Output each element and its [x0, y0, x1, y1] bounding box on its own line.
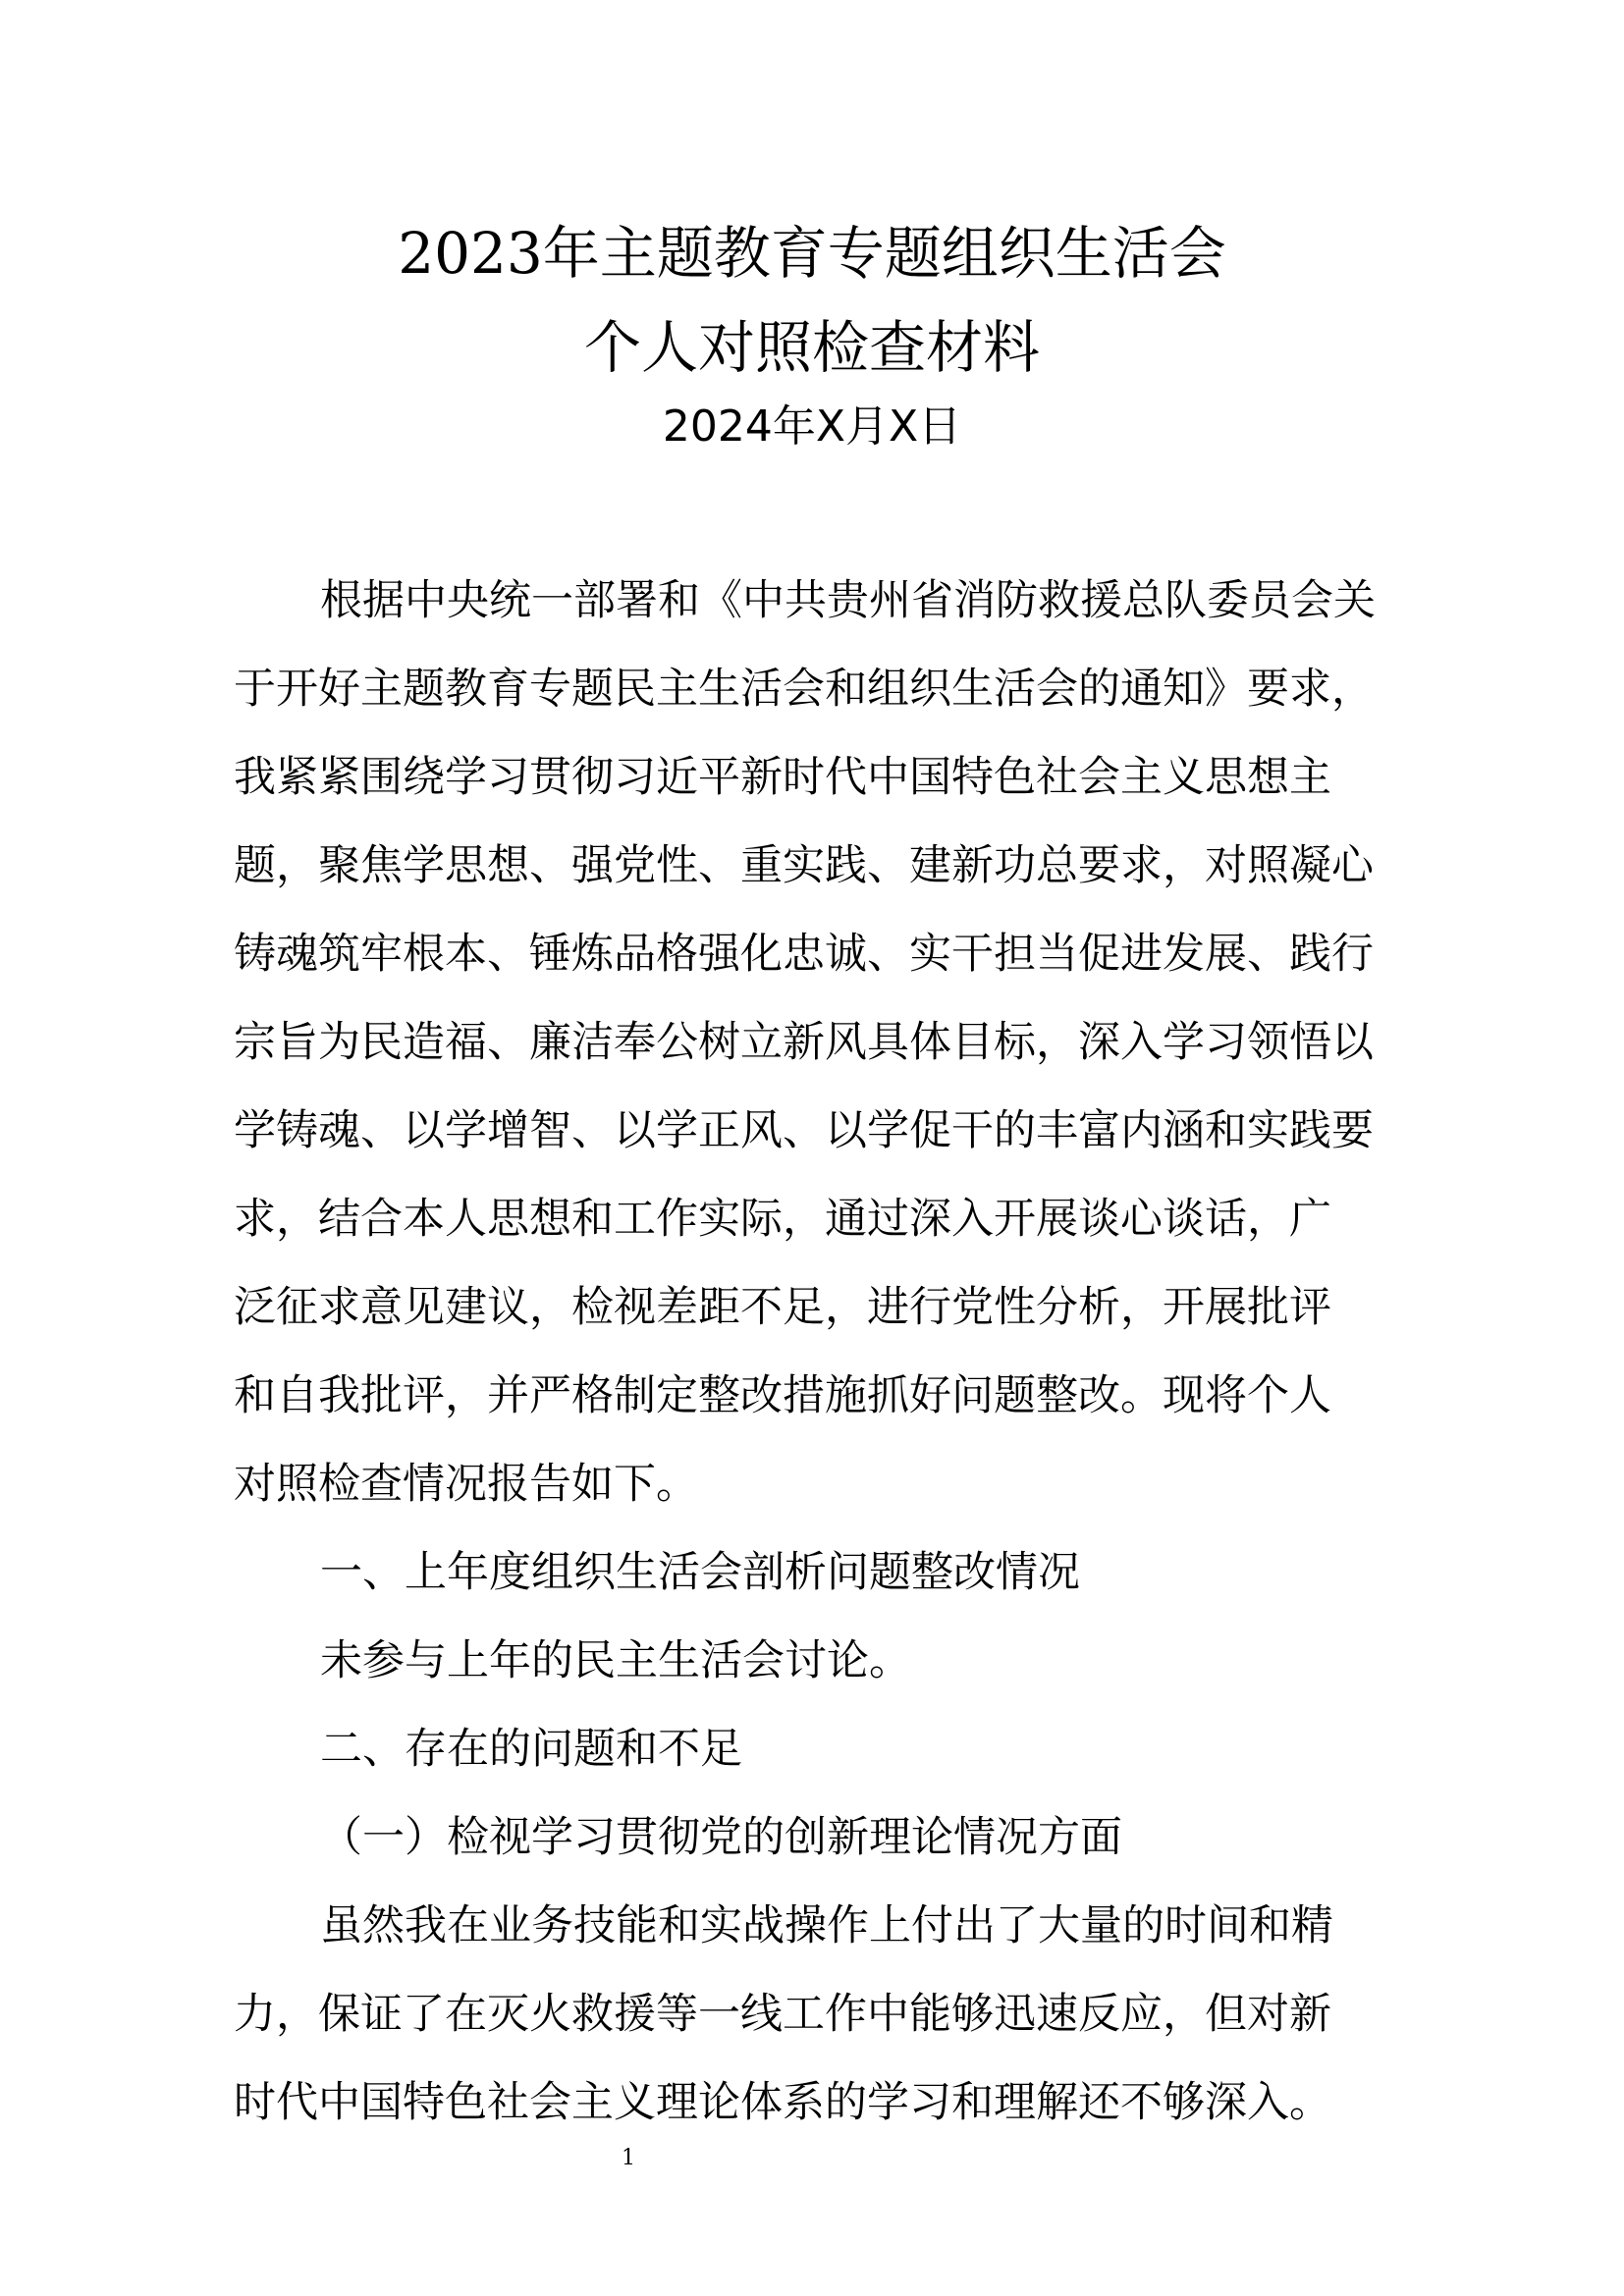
paragraph-line: 铸魂筑牢根本、锤炼品格强化忠诚、实干担当促进发展、践行 — [234, 930, 1374, 979]
paragraph-line: 泛征求意见建议，检视差距不足，进行党性分析，开展批评 — [234, 1283, 1331, 1332]
section-2-heading: 二、存在的问题和不足 — [320, 1725, 742, 1774]
paragraph-line: 求，结合本人思想和工作实际，通过深入开展谈心谈话，广 — [234, 1195, 1331, 1244]
paragraph-line: 力，保证了在灭火救援等一线工作中能够迅速反应，但对新 — [234, 1990, 1331, 2039]
paragraph-line: 对照检查情况报告如下。 — [234, 1460, 698, 1509]
paragraph-line: 我紧紧围绕学习贯彻习近平新时代中国特色社会主义思想主 — [234, 753, 1331, 802]
paragraph-line: 学铸魂、以学增智、以学正风、以学促干的丰富内涵和实践要 — [234, 1106, 1374, 1155]
paragraph-line: 于开好主题教育专题民主生活会和组织生活会的通知》要求， — [234, 665, 1374, 714]
paragraph-line: 题，聚焦学思想、强党性、重实践、建新功总要求，对照凝心 — [234, 841, 1374, 890]
subsection-1-heading: （一）检视学习贯彻党的创新理论情况方面 — [320, 1813, 1122, 1862]
document-date: 2024年X月X日 — [662, 401, 962, 452]
page-number: 1 — [622, 2146, 635, 2170]
paragraph-line: 虽然我在业务技能和实战操作上付出了大量的时间和精 — [320, 1901, 1333, 1950]
section-1-body: 未参与上年的民主生活会讨论。 — [320, 1636, 911, 1685]
document-title-line-2: 个人对照检查材料 — [583, 314, 1040, 381]
paragraph-line: 宗旨为民造福、廉洁奉公树立新风具体目标，深入学习领悟以 — [234, 1018, 1374, 1067]
paragraph-line: 根据中央统一部署和《中共贵州省消防救援总队委员会关 — [320, 576, 1376, 625]
document-title-line-1: 2023年主题教育专题组织生活会 — [398, 220, 1226, 287]
paragraph-line: 时代中国特色社会主义理论体系的学习和理解还不够深入。 — [234, 2078, 1331, 2127]
section-1-heading: 一、上年度组织生活会剖析问题整改情况 — [320, 1548, 1080, 1597]
paragraph-line: 和自我批评，并严格制定整改措施抓好问题整改。现将个人 — [234, 1371, 1331, 1420]
